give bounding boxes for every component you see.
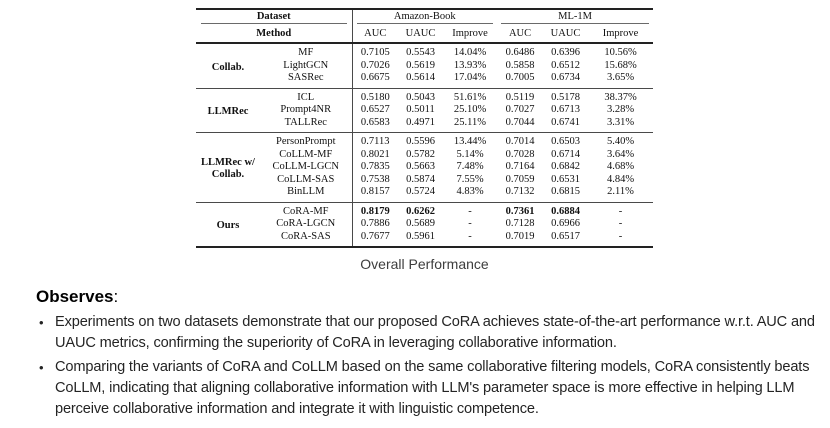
metric-value: 0.5043 (406, 91, 435, 103)
group-label: LLMRec w/ Collab. (201, 157, 255, 180)
metric-value: 5.40% (606, 136, 635, 147)
table-row (196, 202, 653, 218)
table-group (196, 202, 653, 247)
table-row (196, 117, 653, 133)
metric-value: - (468, 230, 472, 242)
method-name: BinLLM (260, 186, 352, 202)
metric-value: 0.6517 (551, 230, 580, 242)
table-row (196, 149, 653, 162)
header-method-label: Method (196, 25, 352, 43)
method-name: MF (260, 43, 352, 60)
metric-value: 0.8179 (360, 205, 390, 217)
table-row (196, 88, 653, 104)
header-group-amazon-book-label: Amazon-Book (357, 11, 494, 24)
metric-value: 7.48% (456, 161, 484, 172)
metric-value: 2.11% (607, 186, 634, 197)
header-dataset-label: Dataset (201, 11, 347, 24)
metric-value: 0.6675 (360, 72, 390, 83)
table-group (196, 133, 653, 203)
metric-value: 0.4971 (406, 116, 435, 128)
method-name: SASRec (260, 72, 352, 88)
observes-heading (36, 287, 816, 307)
metric-value: 15.68% (604, 59, 637, 71)
method-name: PersonPrompt (260, 133, 352, 149)
metric-value: 0.7105 (360, 47, 390, 58)
table-row (196, 218, 653, 231)
metric-value: 0.7886 (360, 218, 390, 229)
table-row (196, 72, 653, 88)
header-metric-improve-2: Improve (602, 28, 639, 39)
metric-value: 0.6741 (551, 116, 580, 128)
table-row (196, 231, 653, 248)
metric-value: 0.7027 (505, 104, 535, 115)
group-label: Ours (216, 220, 240, 231)
group-label: LLMRec (207, 106, 249, 117)
performance-table-wrap (196, 8, 653, 248)
metric-value: 4.68% (606, 161, 635, 172)
metric-value: 0.5119 (505, 91, 535, 103)
observes-section (36, 287, 816, 423)
metric-value: 0.5178 (551, 91, 580, 103)
table-row (196, 133, 653, 149)
metric-value: 4.84% (606, 173, 635, 185)
header-metric-auc-2: AUC (508, 28, 532, 39)
table-caption: Overall Performance (360, 256, 489, 272)
metric-value: 0.6486 (505, 47, 535, 58)
metric-value: 0.6966 (551, 218, 580, 229)
metric-value: 0.6512 (551, 59, 580, 71)
metric-value: 0.5724 (406, 186, 435, 197)
metric-value: 0.5858 (505, 59, 535, 71)
metric-value: 0.6713 (551, 104, 580, 115)
metric-value: 14.04% (453, 47, 487, 58)
observes-list (36, 312, 816, 420)
metric-value: 0.7538 (360, 173, 390, 185)
metric-value: 13.93% (453, 59, 487, 71)
metric-value: 0.8021 (360, 148, 390, 160)
method-name: CoLLM-SAS (260, 174, 352, 187)
method-name: CoLLM-MF (260, 149, 352, 162)
metric-value: 0.7164 (505, 161, 535, 172)
metric-value: - (618, 218, 623, 229)
metric-value: 0.5961 (406, 230, 435, 242)
metric-value: 0.5011 (406, 104, 435, 115)
metric-value: 0.7835 (360, 161, 390, 172)
header-group-ml-1m-label: ML-1M (501, 11, 649, 24)
metric-value: 13.44% (453, 136, 487, 147)
metric-value: 0.7014 (505, 136, 535, 147)
metric-value: 0.5543 (406, 47, 435, 58)
metric-value: 0.7044 (505, 116, 535, 128)
metric-value: - (468, 205, 472, 217)
metric-value: 0.7113 (361, 136, 390, 147)
metric-value: 0.7026 (360, 59, 390, 71)
table-row (196, 174, 653, 187)
header-group-ml-1m (497, 9, 653, 25)
metric-value: 0.6714 (551, 148, 580, 160)
metric-value: 17.04% (453, 72, 487, 83)
performance-table (196, 8, 653, 248)
metric-value: 0.7132 (505, 186, 535, 197)
metric-value: 0.6396 (551, 47, 580, 58)
metric-value: 0.7128 (505, 218, 535, 229)
method-name: TALLRec (260, 117, 352, 133)
metric-value: 0.6842 (551, 161, 580, 172)
observes-heading-colon: : (113, 287, 119, 306)
metric-value: 38.37% (604, 91, 637, 103)
observes-heading-text: Observes (36, 287, 114, 306)
table-row (196, 161, 653, 174)
table-row (196, 60, 653, 73)
metric-value: 0.7028 (505, 148, 535, 160)
table-row (196, 104, 653, 117)
method-name: CoRA-MF (260, 202, 352, 218)
metric-value: - (618, 230, 623, 242)
header-dataset-cell (196, 9, 352, 25)
group-label: Collab. (211, 61, 245, 73)
method-name: CoLLM-LGCN (260, 161, 352, 174)
header-metric-auc-1: AUC (364, 28, 387, 39)
metric-value: 0.8157 (360, 186, 390, 197)
metric-value: 0.6583 (360, 116, 390, 128)
metric-value: 0.5619 (406, 59, 435, 71)
metric-value: 0.6734 (551, 72, 580, 83)
metric-value: 0.6527 (360, 104, 390, 115)
header-metric-improve-1: Improve (452, 28, 488, 39)
metric-value: 7.55% (456, 173, 484, 185)
metric-value: 3.28% (606, 104, 635, 115)
metric-value: 0.6815 (551, 186, 580, 197)
method-name: CoRA-LGCN (260, 218, 352, 231)
table-row (196, 43, 653, 60)
method-name: LightGCN (260, 60, 352, 73)
metric-value: 0.6503 (551, 136, 580, 147)
metric-value: 0.5614 (406, 72, 435, 83)
method-name: CoRA-SAS (260, 231, 352, 248)
metric-value: 0.7019 (505, 230, 535, 242)
metric-value: 3.64% (606, 148, 635, 160)
metric-value: 0.5663 (406, 161, 435, 172)
metric-value: 0.7361 (505, 205, 535, 217)
metric-value: 25.11% (454, 116, 487, 128)
observes-bullet-1: • Experiments on two datasets demonstrate that our proposed CoRA achieves state-of-the-art performance w.r.t. AUC and UAUC metrics, confirming the superiority of CoRA in leveraging collaborative information. (36, 312, 816, 354)
metric-value: 25.10% (453, 104, 487, 115)
metric-value: 0.7059 (505, 173, 535, 185)
header-group-amazon-book (352, 9, 497, 25)
header-metric-uauc-2: UAUC (550, 28, 581, 39)
metric-value: 0.7677 (360, 230, 390, 242)
table-header (196, 9, 653, 43)
metric-value: 3.65% (606, 72, 635, 83)
metric-value: - (618, 205, 623, 217)
metric-value: - (468, 218, 472, 229)
metric-value: 0.5782 (406, 148, 435, 160)
metric-value: 5.14% (456, 148, 484, 160)
metric-value: 0.6531 (551, 173, 580, 185)
method-name: Prompt4NR (260, 104, 352, 117)
table-group (196, 43, 653, 88)
table-row (196, 186, 653, 202)
metric-value: 0.7005 (505, 72, 535, 83)
metric-value: 10.56% (604, 47, 637, 58)
metric-value: 4.83% (456, 186, 484, 197)
metric-value: 0.5874 (406, 173, 435, 185)
metric-value: 51.61% (453, 91, 487, 103)
metric-value: 3.31% (606, 116, 635, 128)
observes-bullet-2: • Comparing the variants of CoRA and CoLLM based on the same collaborative filtering models, CoRA consistently beats CoLLM, indicating that aligning collaborative information with LLM's parameter space is more effective in helping LLM perceive collaborative information and integrate it with linguistic competence. (36, 357, 816, 420)
metric-value: 0.6884 (551, 205, 580, 217)
metric-value: 0.5596 (406, 136, 435, 147)
table-group (196, 88, 653, 133)
metric-value: 0.6262 (406, 205, 435, 217)
header-metric-uauc-1: UAUC (405, 28, 436, 39)
method-name: ICL (260, 88, 352, 104)
metric-value: 0.5689 (406, 218, 435, 229)
metric-value: 0.5180 (360, 91, 390, 103)
